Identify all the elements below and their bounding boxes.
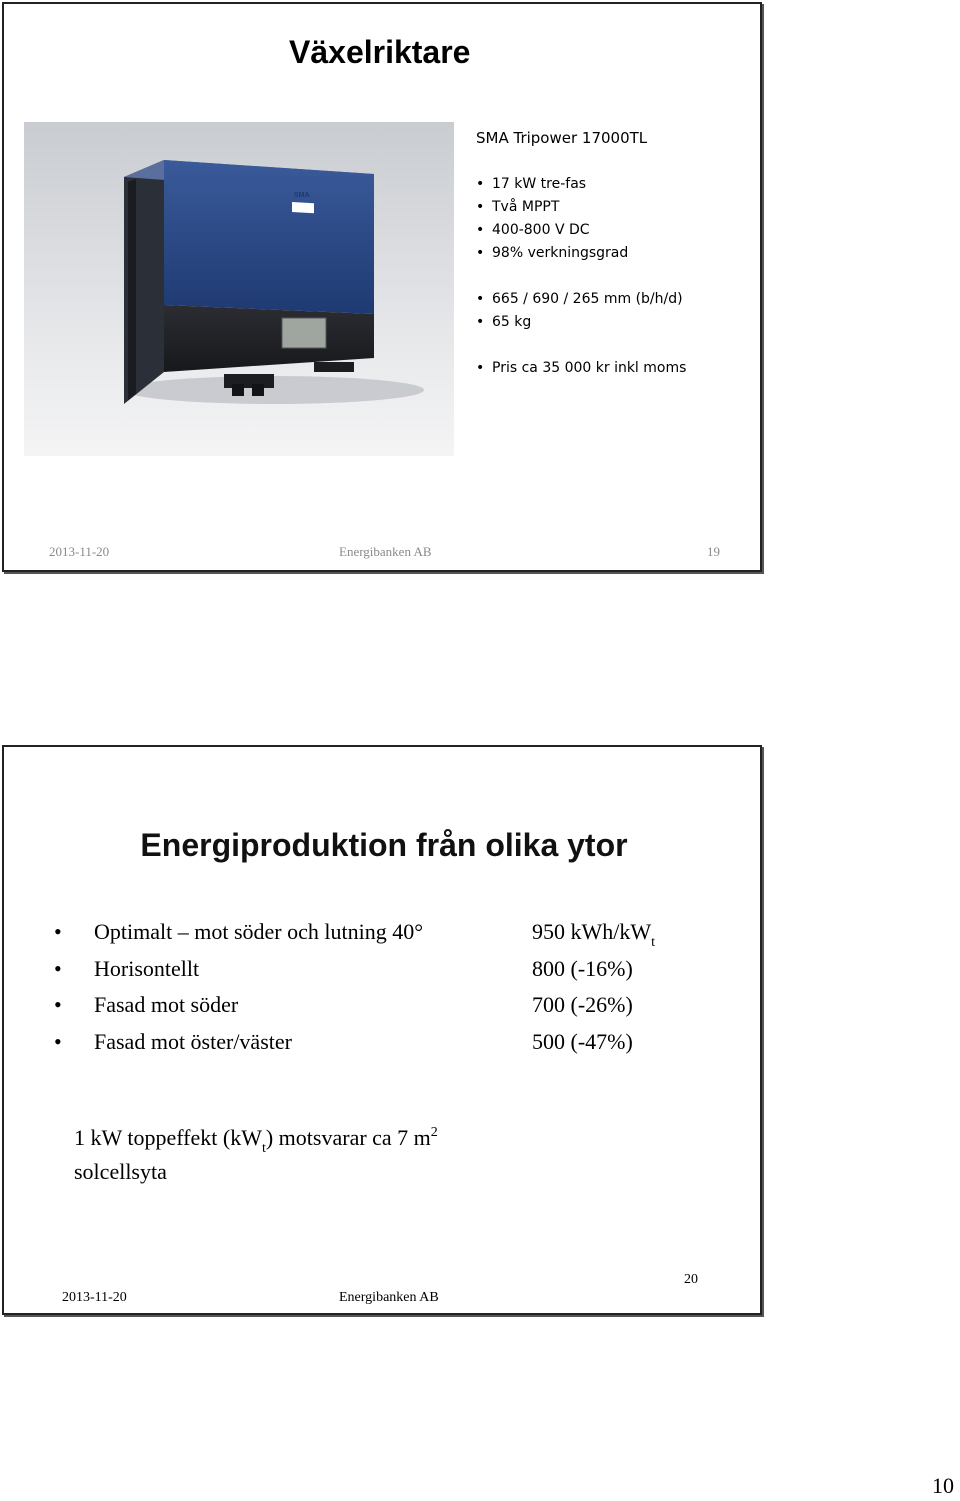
slide-19 (2, 2, 762, 572)
footer-slide-number: 20 (684, 1272, 698, 1287)
production-row (54, 919, 734, 955)
row-value: 950 kWh/$kW_t$ (532, 919, 656, 950)
row-label: Horisontellt (94, 956, 200, 981)
slide-title: Energiproduktion från olika ytor (140, 827, 628, 863)
footer-slide-number: 19 (707, 544, 720, 559)
row-label: Optimalt – mot söder och lutning 40° (94, 919, 423, 944)
conversion-note: 1 kW toppeffekt $(kW_t)$ motsvarar ca 7 $m^2$ solcellsyta (74, 1125, 438, 1184)
footer-company: Energibanken AB (339, 1290, 439, 1305)
production-row (54, 956, 734, 992)
footer-date: 2013-11-20 (62, 1290, 127, 1305)
product-name: SMA Tripower 17000TL (476, 129, 648, 147)
spec-item: • 65 kg (476, 311, 756, 334)
bullet-icon: • (54, 919, 62, 944)
spec-item: • Pris ca 35 000 kr inkl moms (476, 357, 756, 380)
spec-item: • 665 / 690 / 265 mm (b/h/d) (476, 288, 756, 311)
production-row (54, 1029, 734, 1065)
spec-item: • 17 kW tre-fas (476, 173, 756, 196)
inverter-illustration (24, 122, 454, 456)
page-number: 10 (932, 1473, 954, 1498)
row-value: 500 (-47%) (532, 1029, 633, 1054)
row-value: 800 (-16%) (532, 956, 633, 981)
spec-list-physical (476, 288, 756, 334)
slide-title: Växelriktare (289, 34, 471, 70)
bullet-icon: • (54, 1029, 62, 1054)
row-label: Fasad mot öster/väster (94, 1029, 292, 1054)
inverter-photo (24, 122, 454, 456)
spec-item: • Två MPPT (476, 196, 756, 219)
footer-company: Energibanken AB (339, 544, 432, 559)
spec-list-electrical (476, 173, 756, 265)
slide-20 (2, 745, 762, 1315)
spec-item: • 98% verkningsgrad (476, 242, 756, 265)
production-row (54, 992, 734, 1028)
spec-list-price (476, 357, 756, 380)
footer-date: 2013-11-20 (49, 544, 110, 559)
brand-logo-text: SMA (294, 192, 310, 199)
row-value: 700 (-26%) (532, 992, 633, 1017)
bullet-icon: • (54, 992, 62, 1017)
row-label: Fasad mot söder (94, 992, 239, 1017)
bullet-icon: • (54, 956, 62, 981)
spec-item: • 400-800 V DC (476, 219, 756, 242)
